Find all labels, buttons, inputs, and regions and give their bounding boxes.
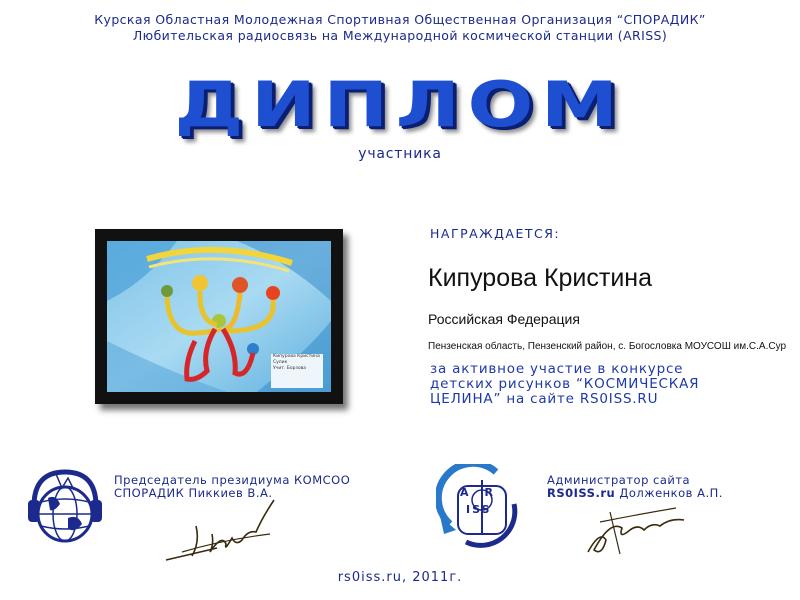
drawing-frame [95, 229, 343, 404]
admin-line [547, 487, 723, 500]
award-reason [430, 362, 790, 407]
drawing-caption-line: Кипурова Кристина [273, 354, 320, 359]
admin-signature-icon [580, 500, 690, 564]
recipient-country: Российская Федерация [428, 311, 580, 327]
ariss-letter: S [472, 503, 482, 516]
admin-site: RS0ISS.ru [547, 486, 616, 500]
award-reason-line: ЦЕЛИНА” на сайте RS0ISS.RU [430, 391, 659, 407]
sporadik-logo-icon [26, 466, 104, 550]
awarded-label: НАГРАЖДАЕТСЯ: [430, 226, 561, 241]
admin-title [547, 474, 723, 500]
drawing-caption-line: Учит. Борзова [273, 366, 307, 371]
ariss-letter: S [481, 503, 492, 516]
diploma-title: ДИПЛОМ [174, 68, 626, 141]
ariss-letter: R [484, 486, 493, 499]
award-reason-line: за активное участие в конкурсе [430, 361, 684, 377]
award-reason-line: детских рисунков “КОСМИЧЕСКАЯ [430, 376, 700, 392]
drawing-caption [273, 354, 321, 372]
diploma-subtitle: участника [358, 146, 442, 162]
recipient-address: Пензенская область, Пензенский район, с. Богословка МОУСОШ им.С.А.Сур [428, 341, 787, 352]
ariss-letter: A [460, 486, 469, 499]
chairman-signature-icon [162, 494, 282, 570]
footer-text: rs0iss.ru, 2011г. [337, 570, 463, 585]
organization-name: Курская Областная Молодежная Спортивная Общественная Организация “СПОРАДИК” [94, 12, 706, 27]
admin-name: Долженков А.П. [619, 486, 723, 500]
ariss-letter: I [466, 503, 473, 516]
ariss-logo-text [460, 486, 504, 516]
admin-line: Администратор сайта [547, 473, 691, 487]
drawing-caption-line: Сулик [273, 360, 288, 365]
chairman-line: СПОРАДИК Пиккиев В.А. [114, 486, 273, 500]
recipient-name: Кипурова Кристина [428, 264, 652, 292]
chairman-line: Председатель президиума КОМСОО [114, 473, 351, 487]
organization-subtitle: Любительская радиосвязь на Международной космической станции (ARISS) [132, 28, 668, 43]
